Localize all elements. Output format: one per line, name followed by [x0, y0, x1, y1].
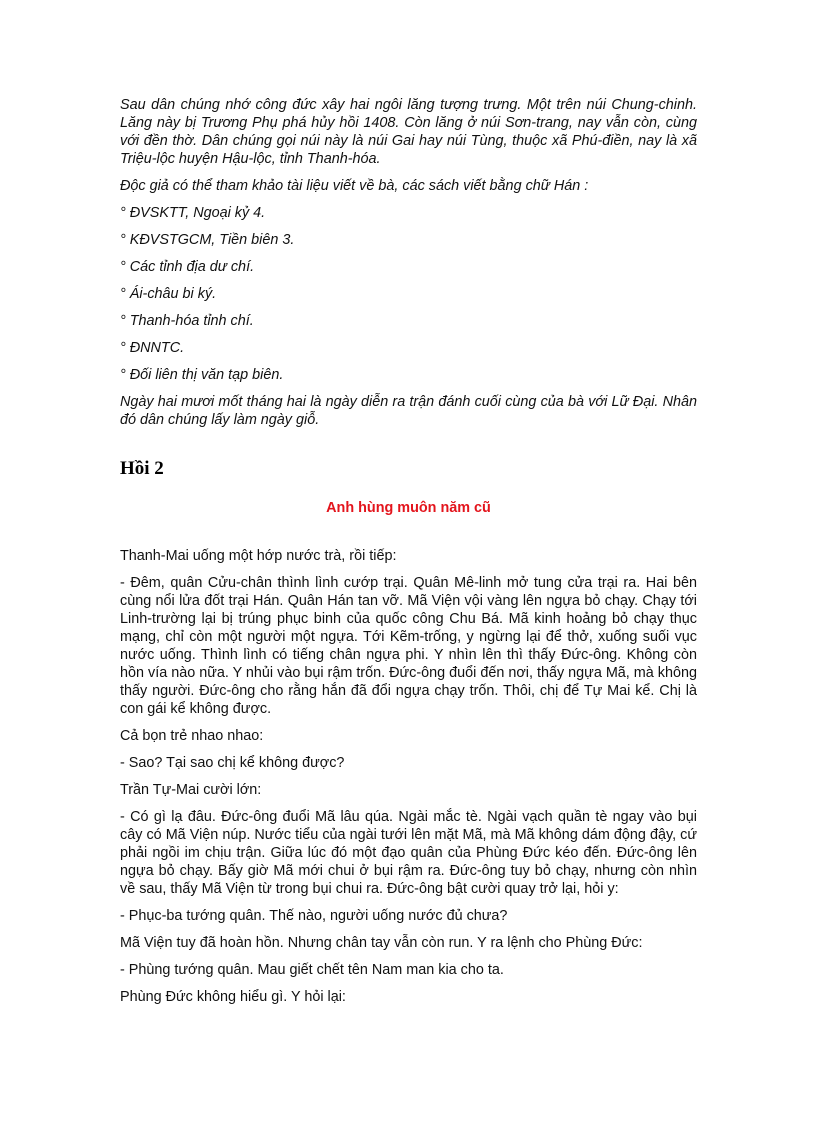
- closing-note: Ngày hai mươi mốt tháng hai là ngày diễn ra trận đánh cuối cùng của bà với Lữ Đại. Nhân đó dân chúng lấy làm ngày giỗ.: [120, 394, 697, 428]
- body-paragraph: Cả bọn trẻ nhao nhao:: [120, 728, 264, 744]
- body-paragraph: - Có gì lạ đâu. Đức-ông đuổi Mã lâu qúa. Ngài mắc tè. Ngài vạch quần tè ngay vào bụi cây có Mã Viện núp. Nước tiểu của ngài tưới lên mặt Mã, mà Mã không dám động đậy, cứ phải ngồi im chịu trận. Giữa lúc đó một đạo quân của Phùng Đức kéo đến. Đức-ông lên ngựa bỏ chạy. Bấy giờ Mã mới chui ở bụi rậm ra. Đức-ông tuy bỏ chạy, nhưng còn nhìn về sau, thấy Mã Viện từ trong bụi chui ra. Đức-ông bật cười quay trở lại, hỏi y:: [120, 809, 697, 897]
- body-paragraph: Phùng Đức không hiểu gì. Y hỏi lại:: [120, 989, 346, 1005]
- reference-item: ° Các tỉnh địa dư chí.: [120, 259, 255, 275]
- intro-paragraph: Độc giả có thể tham khảo tài liệu viết về bà, các sách viết bằng chữ Hán :: [120, 178, 589, 194]
- chapter-heading: Hồi 2: [120, 458, 164, 479]
- chapter-title: Anh hùng muôn năm cũ: [326, 500, 491, 516]
- reference-item: ° Thanh-hóa tỉnh chí.: [120, 313, 254, 329]
- document-page: [120, 96, 697, 1015]
- reference-item: ° ĐVSKTT, Ngoại kỷ 4.: [120, 205, 266, 221]
- body-paragraph: - Đêm, quân Cửu-chân thình lình cướp trại. Quân Mê-linh mở tung cửa trại ra. Hai bên cùng nổi lửa đốt trại Hán. Quân Hán tan vỡ. Mã Viện vội vàng lên ngựa bỏ chạy. Chạy tới Linh-trường lại bị trúng phục binh của quốc công Chu Bá. Mã kinh hoảng bỏ chạy thục mạng, chỉ còn một người một ngựa. Tới Kẽm-trống, y ngừng lại để thở, xuống suối vục nước uống. Thình lình có tiếng chân ngựa phi. Y nhìn lên thì thấy Đức-ông. Không còn hồn vía nào nữa. Y nhủi vào bụi rậm trốn. Đức-ông đuổi đến nơi, thấy ngựa Mã, mà không thấy người. Đức-ông cho rằng hắn đã đổi ngựa chạy trốn. Thôi, chị để Tự Mai kể. Chị là con gái kể không được.: [120, 575, 698, 717]
- body-paragraph: - Phục-ba tướng quân. Thế nào, người uống nước đủ chưa?: [120, 908, 508, 924]
- intro-paragraph: Sau dân chúng nhớ công đức xây hai ngôi lăng tượng trưng. Một trên núi Chung-chinh. Lăng này bị Trương Phụ phá hủy hồi 1408. Còn lăng ở núi Sơn-trang, nay vẫn còn, cùng với đền thờ. Dân chúng gọi núi này là núi Gai hay núi Tùng, thuộc xã Phú-điền, nay là xã Triệu-lộc huyện Hậu-lộc, tỉnh Thanh-hóa.: [120, 97, 697, 167]
- body-paragraph: - Sao? Tại sao chị kể không được?: [120, 755, 345, 771]
- body-paragraph: Mã Viện tuy đã hoàn hồn. Nhưng chân tay vẫn còn run. Y ra lệnh cho Phùng Đức:: [120, 935, 643, 951]
- body-paragraph: - Phùng tướng quân. Mau giết chết tên Nam man kia cho ta.: [120, 962, 504, 978]
- reference-item: ° ĐNNTC.: [120, 340, 185, 356]
- body-paragraph: Thanh-Mai uống một hớp nước trà, rồi tiếp:: [120, 548, 397, 564]
- reference-item: ° Ái-châu bi ký.: [120, 286, 217, 302]
- reference-item: ° KĐVSTGCM, Tiền biên 3.: [120, 232, 295, 248]
- body-paragraph: Trần Tự-Mai cười lớn:: [120, 782, 262, 798]
- reference-item: ° Đối liên thị văn tạp biên.: [120, 367, 284, 383]
